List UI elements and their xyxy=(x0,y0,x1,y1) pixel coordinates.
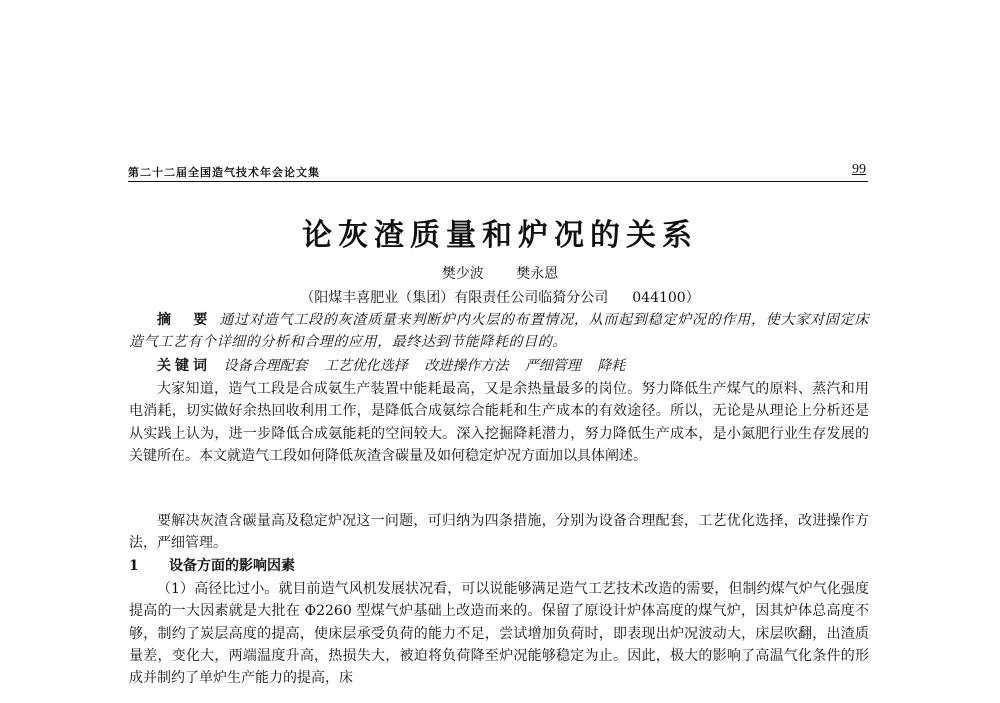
section-title: 设备方面的影响因素 xyxy=(169,558,295,574)
paragraph-text: （1）高径比过小。就目前造气风机发展状况看，可以说能够满足造气工艺技术改造的需要，但制约煤气炉气化强度提高的一大因素就是大批在 Φ2260 型煤气炉基础上改造而来的。保留了原设计炉体高度的煤气炉，因其炉体总高度不够，制约了炭层高度的提高，使床层承受负荷的能力不足，尝试增加负荷时，即表现出炉况波动大，床层吹翻，出渣质量差，变化大，两端温度升高，热损失大，被迫将负荷降至炉况能够稳定为止。因此，极大的影响了高温气化条件的形成并制约了单炉生产能力的提高，床 xyxy=(129,581,869,687)
section-heading xyxy=(129,555,869,577)
keywords-label: 关键词 xyxy=(157,358,211,374)
paragraph-text: 要解决灰渣含碳量高及稳定炉况这一问题，可归纳为四条措施，分别为设备合理配套，工艺优化选择，改进操作方法，严细管理。 xyxy=(129,513,869,552)
author-list xyxy=(0,263,1000,283)
page-number: 99 xyxy=(852,162,866,177)
affiliation-zip: 044100） xyxy=(632,290,700,306)
body-paragraph-1 xyxy=(129,378,869,467)
affiliation xyxy=(0,287,1000,307)
affiliation-org: （阳煤丰喜肥业（集团）有限责任公司临猗分公司 xyxy=(300,290,609,306)
section-number: 1 xyxy=(129,558,139,574)
keyword: 设备合理配套 xyxy=(223,358,308,374)
running-header xyxy=(128,161,868,182)
paragraph-text: 大家知道，造气工段是合成氨生产装置中能耗最高，又是余热量最多的岗位。努力降低生产煤气的原料、蒸汽和用电消耗，切实做好余热回收利用工作，是降低合成氨综合能耗和生产成本的有效途径。所以，无论是从理论上分析还是从实践上认为，进一步降低合成氨能耗的空间较大。深入挖掘降耗潜力，努力降低生产成本，是小氮肥行业生存发展的关键所在。本文就造气工段如何降低灰渣含碳量及如何稳定炉况方面加以具体阐述。 xyxy=(129,381,869,464)
abstract xyxy=(129,309,869,354)
keyword: 降耗 xyxy=(597,358,626,374)
author-name: 樊永恩 xyxy=(516,266,559,282)
keyword: 改进操作方法 xyxy=(424,358,509,374)
abstract-label: 摘 要 xyxy=(157,312,212,328)
abstract-text: 通过对造气工段的灰渣质量来判断炉内火层的布置情况，从而起到稳定炉况的作用，使大家对固定床造气工艺有个详细的分析和合理的应用，最终达到节能降耗的目的。 xyxy=(129,312,869,351)
keyword: 严细管理 xyxy=(524,358,581,374)
keyword: 工艺优化选择 xyxy=(323,358,408,374)
body-paragraph-2 xyxy=(129,510,869,555)
paper-title: 论灰渣质量和炉况的关系 xyxy=(302,218,698,253)
author-name: 樊少波 xyxy=(441,266,484,282)
body-paragraph-3 xyxy=(129,578,869,689)
keywords xyxy=(129,355,869,377)
journal-title: 第二十二届全国造气技术年会论文集 xyxy=(128,166,320,179)
